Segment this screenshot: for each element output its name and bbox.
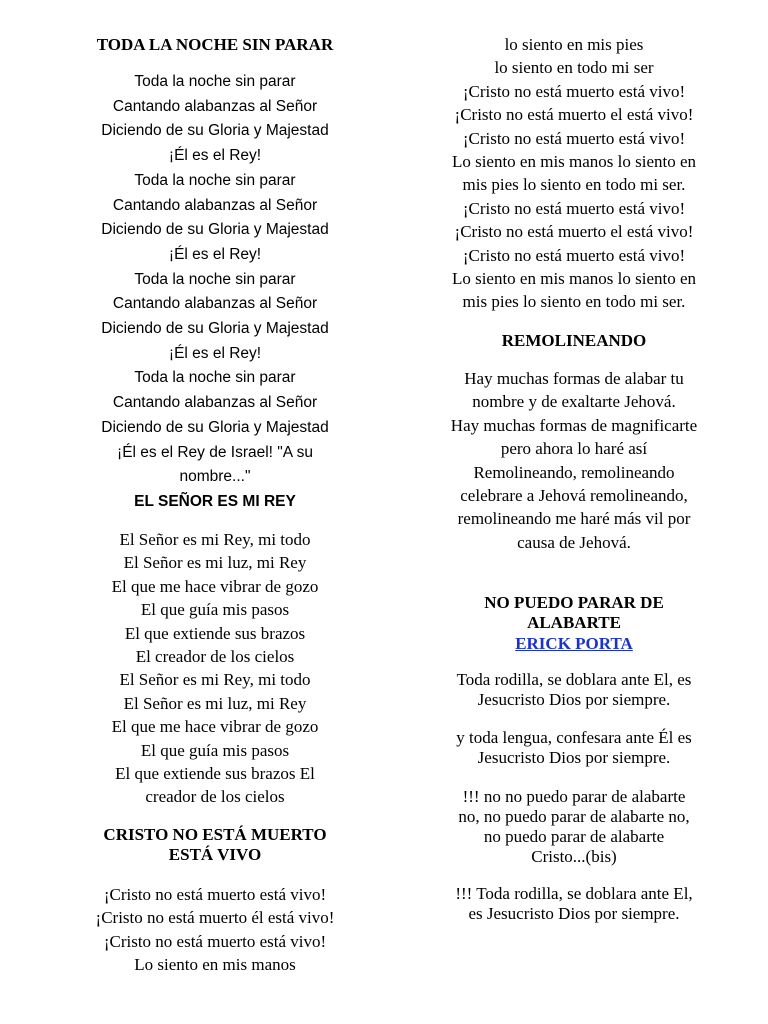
lyric-line: El Señor es mi Rey, mi todo (119, 530, 311, 549)
lyric-line: Toda rodilla, se doblara ante El, es (456, 670, 692, 689)
lyric-line: El que extiende sus brazos El (115, 764, 315, 784)
lyric-line: El que extiende sus brazos (124, 623, 306, 643)
lyric-line: El Señor es mi luz, mi Rey (123, 553, 307, 573)
lyric-line: El creador de los cielos (135, 647, 295, 667)
lyric-line: Hay muchas formas de alabar tu (464, 369, 684, 388)
lyric-line: Jesucristo Dios por siempre. (477, 748, 671, 767)
song-title-no-puedo-parar (420, 593, 728, 633)
lyric-line: nombre y de exaltarte Jehová. (472, 392, 676, 412)
lyric-line: El que guía mis pasos (140, 600, 290, 620)
lyric-line: Hay muchas formas de magnificarte (450, 415, 698, 435)
lyric-line: ¡Él es el Rey de Israel! "A su (117, 443, 313, 461)
lyric-line: ¡Él es el Rey! (168, 245, 262, 263)
lyric-line: Cantando alabanzas al Señor (112, 196, 318, 214)
lyric-line: ¡Cristo no está muerto está vivo! (462, 245, 686, 265)
lyric-line: Lo siento en mis manos lo siento en (451, 269, 697, 289)
lyric-line: Diciendo de su Gloria y Majestad (101, 122, 329, 140)
lyric-line: Toda la noche sin parar (134, 270, 296, 288)
lyric-line: Cantando alabanzas al Señor (112, 97, 318, 115)
song-title-toda-la-noche: TODA LA NOCHE SIN PARAR (96, 35, 334, 54)
song-lyrics-remolineando (420, 367, 728, 554)
lyric-line: pero ahora lo haré así (500, 439, 648, 459)
lyric-line: ¡Cristo no está muerto el está vivo! (454, 105, 694, 125)
lyric-line: y toda lengua, confesara ante Él es (456, 728, 692, 747)
lyric-line: CRISTO NO ESTÁ MUERTO (103, 825, 327, 844)
lyric-line: lo siento en mis pies (504, 35, 644, 54)
stanza-3 (420, 787, 728, 867)
lyric-line: ¡Cristo no está muerto está vivo! (103, 885, 327, 904)
lyric-line: es Jesucristo Dios por siempre. (468, 904, 680, 923)
lyric-line: causa de Jehová. (517, 532, 631, 552)
song-title-remolineando: REMOLINEANDO (501, 331, 647, 350)
lyric-line: no puedo parar de alabarte (483, 827, 665, 846)
lyric-line: Jesucristo Dios por siempre. (477, 690, 671, 709)
lyric-line: Toda la noche sin parar (134, 73, 296, 90)
lyric-line: ALABARTE (527, 613, 621, 632)
lyric-line: ¡Él es el Rey! (168, 147, 262, 165)
lyric-line: ¡Cristo no está muerto está vivo! (462, 81, 686, 101)
lyric-line: Cantando alabanzas al Señor (112, 295, 318, 313)
lyric-line: Lo siento en mis manos (134, 955, 296, 975)
lyric-line: remolineando me haré más vil por (457, 509, 691, 529)
song-lyrics-el-senor-es-mi-rey (50, 528, 380, 809)
lyric-line: El Señor es mi Rey, mi todo (119, 670, 311, 690)
lyric-line: ESTÁ VIVO (168, 845, 262, 864)
song-title-el-senor-es-mi-rey: EL SEÑOR ES MI REY (134, 493, 296, 510)
lyric-line: !!! no no puedo parar de alabarte (462, 787, 686, 806)
lyric-line: celebrare a Jehová remolineando, (460, 486, 688, 506)
lyric-line: ¡Cristo no está muerto él está vivo! (95, 908, 335, 928)
lyric-line: Cantando alabanzas al Señor (112, 394, 318, 412)
lyric-line: !!! Toda rodilla, se doblara ante El, (455, 884, 693, 903)
lyric-line: ¡Cristo no está muerto está vivo! (462, 198, 686, 218)
lyric-line: Diciendo de su Gloria y Majestad (101, 320, 329, 338)
stanza-2 (420, 728, 728, 768)
lyric-line: nombre..." (179, 468, 251, 486)
lyric-line: ¡Cristo no está muerto está vivo! (462, 128, 686, 148)
song-lyrics-toda-la-noche (50, 70, 380, 490)
lyric-line: no, no puedo parar de alabarte no, (458, 807, 690, 826)
lyric-line: El Señor es mi luz, mi Rey (123, 693, 307, 713)
lyric-line: creador de los cielos (145, 787, 285, 807)
lyric-line: Cristo...(bis) (531, 847, 617, 866)
lyric-line: ¡Él es el Rey! (168, 344, 262, 362)
lyric-line: lo siento en todo mi ser (494, 58, 654, 78)
lyric-line: El que me hace vibrar de gozo (111, 717, 319, 737)
stanza-4 (420, 884, 728, 924)
lyric-line: Lo siento en mis manos lo siento en (451, 152, 697, 172)
lyric-line: mis pies lo siento en todo mi ser. (462, 175, 686, 195)
lyric-line: ¡Cristo no está muerto el está vivo! (454, 222, 694, 242)
lyric-line: Diciendo de su Gloria y Majestad (101, 221, 329, 239)
lyric-line: El que guía mis pasos (140, 740, 290, 760)
lyric-line: Toda la noche sin parar (134, 171, 296, 189)
song-lyrics-cristo-continued (420, 33, 728, 314)
song-title-cristo-no-esta-muerto (50, 825, 380, 865)
lyric-line: El que me hace vibrar de gozo (111, 576, 319, 596)
lyric-line: Remolineando, remolineando (473, 462, 675, 482)
lyric-line: Diciendo de su Gloria y Majestad (101, 418, 329, 436)
stanza-1 (420, 670, 728, 710)
lyric-line: ¡Cristo no está muerto está vivo! (103, 931, 327, 951)
song-lyrics-cristo-no-esta-muerto (50, 883, 380, 977)
author-link-erick-porta[interactable]: ERICK PORTA (515, 634, 633, 653)
lyric-line: Toda la noche sin parar (134, 369, 296, 387)
lyric-line: NO PUEDO PARAR DE (484, 593, 664, 612)
lyric-line: mis pies lo siento en todo mi ser. (462, 292, 686, 312)
